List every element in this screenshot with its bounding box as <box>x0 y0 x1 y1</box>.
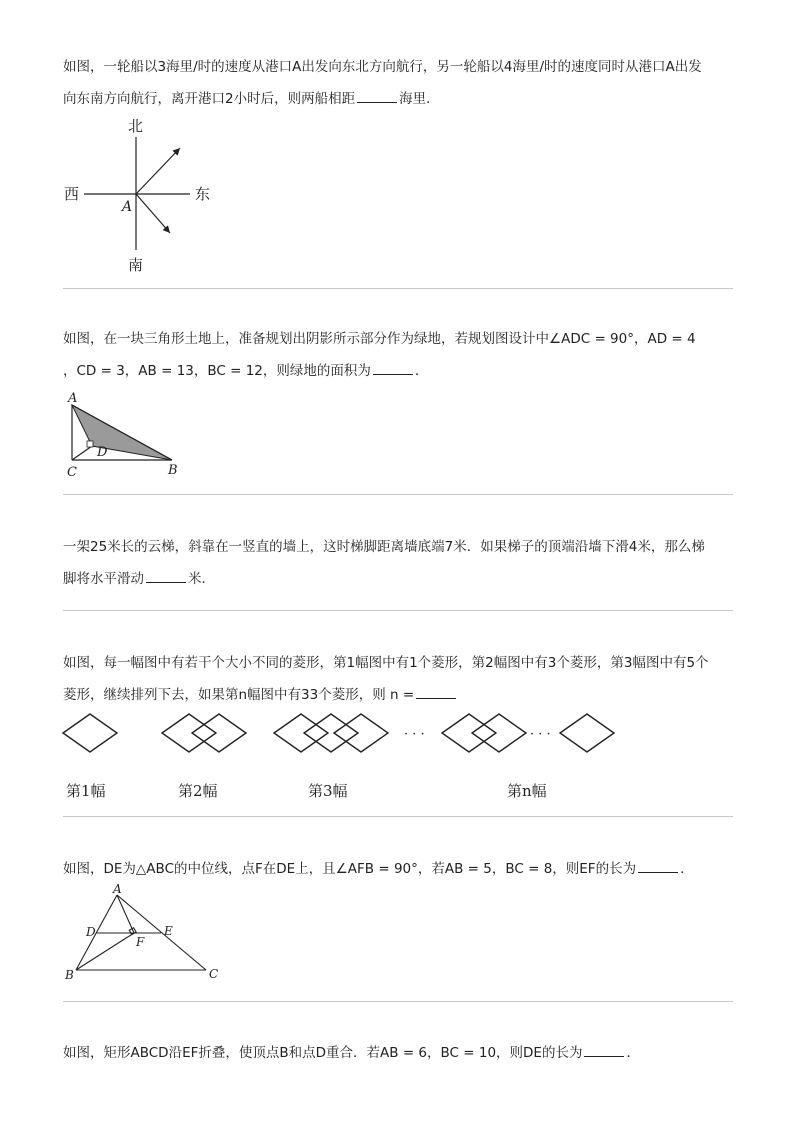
q1-label-north: 北 <box>128 117 144 135</box>
q5-label-b: B <box>65 968 74 982</box>
q2-text-line1: 如图，在一块三角形土地上，准备规划出阴影所示部分作为绿地，若规划图设计中∠ADC = 90°，AD = 4 <box>63 331 696 347</box>
q3-text-line1: 一架25米长的云梯，斜靠在一竖直的墙上，这时梯脚距离墙底端7米．如果梯子的顶端沿墙下滑4米，那么梯 <box>63 539 705 555</box>
q6-answer-blank <box>584 1044 624 1057</box>
q5-label-e: E <box>164 924 173 938</box>
q4-caption-n: 第n幅 <box>507 782 547 800</box>
q4-caption-1: 第1幅 <box>66 782 106 800</box>
q3-text-line2b: 米． <box>188 571 215 587</box>
q2-label-a: A <box>68 391 78 406</box>
q5-segment-bf <box>76 933 134 970</box>
q5-label-c: C <box>209 967 219 981</box>
separator-5 <box>63 1001 733 1002</box>
q5-label-f: F <box>136 935 145 949</box>
q1-text-line2b: 海里． <box>399 91 440 107</box>
q5-label-a: A <box>113 882 122 896</box>
q2-text-line2a: ，CD = 3，AB = 13，BC = 12，则绿地的面积为 <box>63 363 371 379</box>
q5-text-line1a: 如图，DE为△ABC的中位线，点F在DE上，且∠AFB = 90°，若AB = 5，BC = 8，则EF的长为 <box>63 861 637 877</box>
q1-label-east: 东 <box>195 185 211 203</box>
q1-text-line2a: 向东南方向航行，离开港口2小时后，则两船相距 <box>63 91 356 107</box>
q4-text-line2a: 菱形，继续排列下去，如果第n幅图中有33个菱形，则 n = <box>63 687 415 703</box>
q4-text-line1: 如图，每一幅图中有若干个大小不同的菱形，第1幅图中有1个菱形，第2幅图中有3个菱形，第3幅图中有5个 <box>63 655 709 671</box>
q5-label-d: D <box>86 925 96 939</box>
q4-caption-2: 第2幅 <box>178 782 218 800</box>
q4-dots-2: · · · <box>530 727 551 742</box>
q1-text-line1: 如图，一轮船以3海里/时的速度从港口A出发向东北方向航行，另一轮船以4海里/时的速度同时从港口A出发 <box>63 59 702 75</box>
q1-label-south: 南 <box>128 256 144 274</box>
q3-text-line2a: 脚将水平滑动 <box>63 571 144 587</box>
q2-label-d: D <box>97 445 108 460</box>
q2-label-b: B <box>168 463 178 478</box>
q5-text-line1b: ． <box>680 861 694 877</box>
q6-text-line1a: 如图，矩形ABCD沿EF折叠，使顶点B和点D重合．若AB = 6，BC = 10，则DE的长为 <box>63 1045 583 1061</box>
q1-label-a: A <box>122 199 133 215</box>
q1-label-west: 西 <box>64 185 80 203</box>
q5-segment-af <box>117 895 134 933</box>
q4-caption-3: 第3幅 <box>308 782 348 800</box>
q6-text-line1 <box>63 1044 640 1062</box>
q6-text-line1b: ． <box>626 1045 640 1061</box>
q4-dots-1: · · · <box>404 727 425 742</box>
q2-text-line2b: ． <box>414 363 429 379</box>
q2-label-c: C <box>67 465 77 480</box>
